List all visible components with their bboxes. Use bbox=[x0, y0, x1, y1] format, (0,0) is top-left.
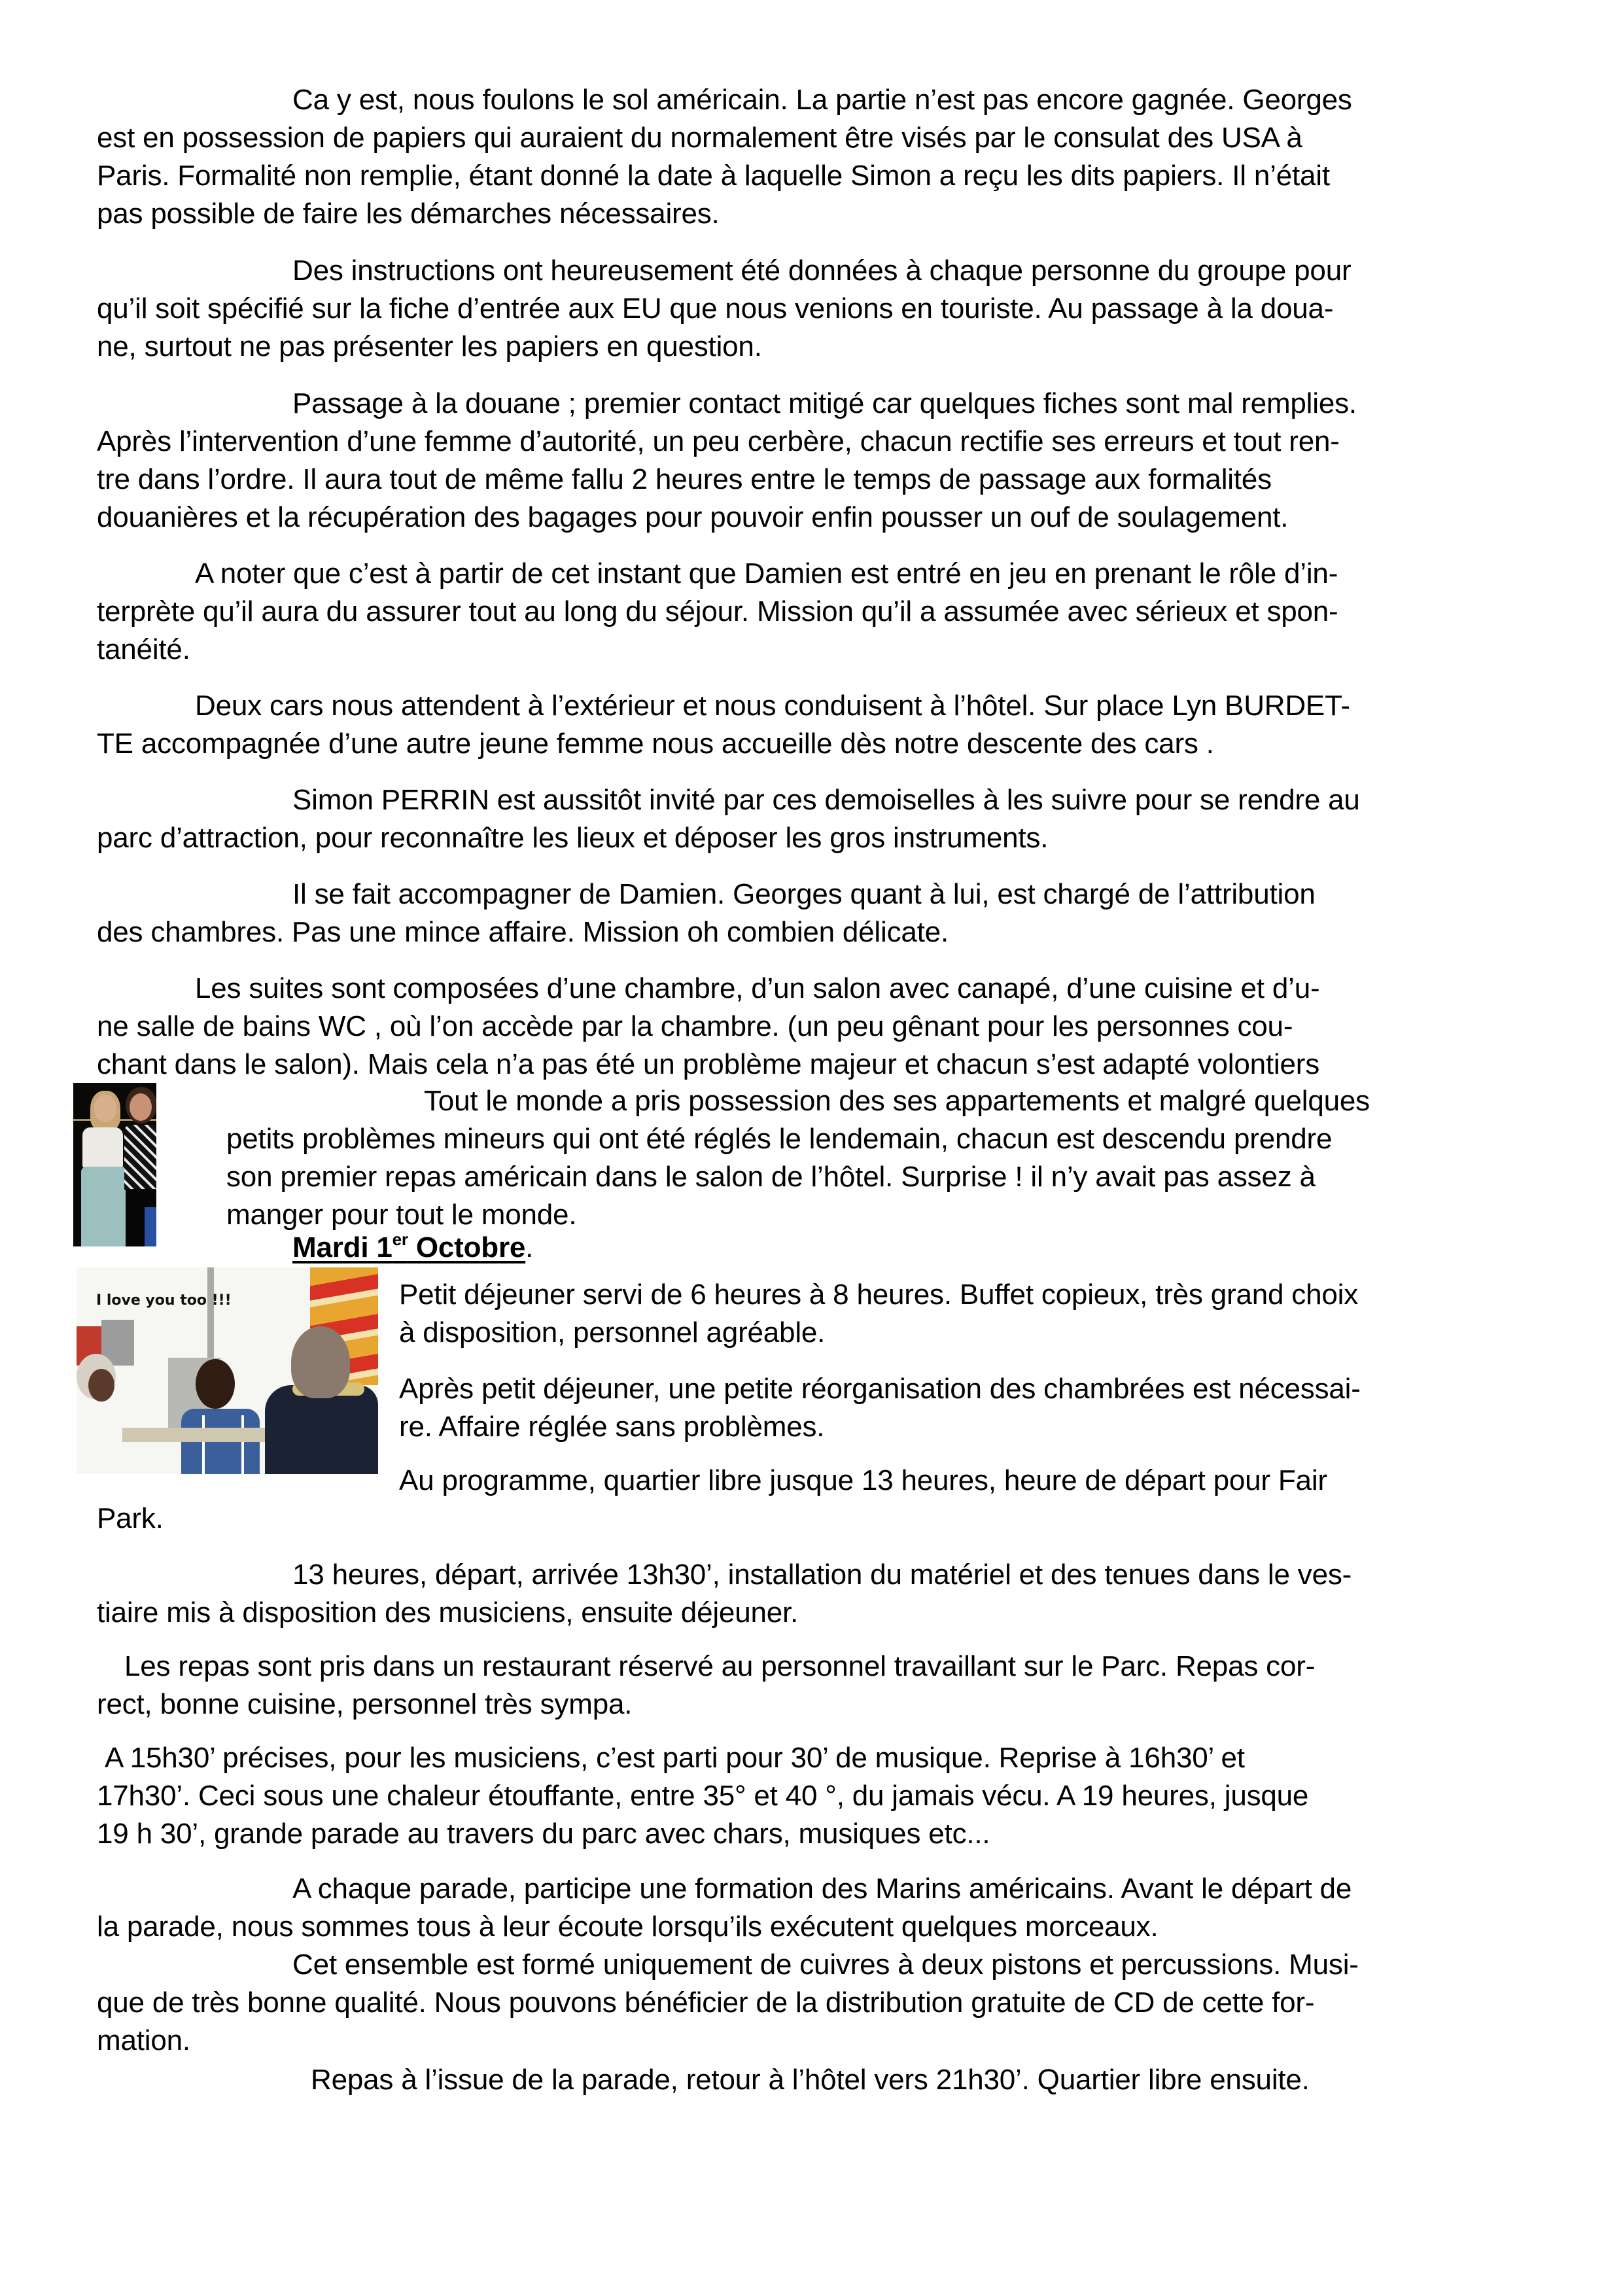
p3-line-3: tre dans l’ordre. Il aura tout de même fallu 2 heures entre le temps de passage aux formalités bbox=[97, 463, 1272, 495]
p17-line-1: Cet ensemble est formé uniquement de cuivres à deux pistons et percussions. Musi- bbox=[292, 1949, 1359, 1981]
p9-line-4: manger pour tout le monde. bbox=[226, 1199, 577, 1231]
p4-line-3: tanéité. bbox=[97, 633, 190, 665]
day-heading-day: Mardi 1 bbox=[292, 1231, 393, 1263]
p13-line-2: tiaire mis à disposition des musiciens, ensuite déjeuner. bbox=[97, 1597, 799, 1629]
p5-line-2: TE accompagnée d’une autre jeune femme nous accueille dès notre descente des cars . bbox=[97, 728, 1214, 760]
photo2-counter bbox=[122, 1428, 286, 1442]
p17-line-3: mation. bbox=[97, 2024, 190, 2057]
p6-line-1: Simon PERRIN est aussitôt invité par ces demoiselles à les suivre pour se rendre au bbox=[292, 784, 1360, 816]
p9-line-3: son premier repas américain dans le salon de l’hôtel. Surprise ! il n’y avait pas assez à bbox=[226, 1161, 1316, 1193]
photo-two-women bbox=[73, 1083, 156, 1246]
photo1-woman1-face bbox=[94, 1095, 116, 1122]
p15-line-1: A 15h30’ précises, pour les musiciens, c’est parti pour 30’ de musique. Reprise à 16h30’ et bbox=[105, 1742, 1245, 1774]
photo2-pipe bbox=[207, 1267, 214, 1366]
p10-line-2: à disposition, personnel agréable. bbox=[399, 1316, 826, 1349]
p15-line-3: 19 h 30’, grande parade au travers du parc avec chars, musiques etc... bbox=[97, 1818, 990, 1850]
day-heading-underlined bbox=[292, 1231, 525, 1263]
p7-line-1: Il se fait accompagner de Damien. Georges quant à lui, est chargé de l’attribution bbox=[292, 878, 1316, 910]
p11-line-2: re. Affaire réglée sans problèmes. bbox=[399, 1411, 825, 1443]
p12-line-2: Park. bbox=[97, 1502, 164, 1534]
p10-line-1: Petit déjeuner servi de 6 heures à 8 heures. Buffet copieux, très grand choix bbox=[399, 1279, 1359, 1311]
p2-line-2: qu’il soit spécifié sur la fiche d’entrée aux EU que nous venions en touriste. Au passage à la doua- bbox=[97, 292, 1334, 325]
p17-line-2: que de très bonne qualité. Nous pouvons bénéficier de la distribution gratuite de CD de cette for- bbox=[97, 1987, 1315, 2019]
photo2-customer-jacket bbox=[265, 1385, 378, 1474]
p4-line-2: terprète qu’il aura du assurer tout au long du séjour. Mission qu’il a assumée avec sérieux et spon- bbox=[97, 595, 1338, 627]
p4-line-1: A noter que c’est à partir de cet instant que Damien est entré en jeu en prenant le rôle d’in- bbox=[195, 557, 1338, 590]
p3-line-1: Passage à la douane ; premier contact mitigé car quelques fiches sont mal remplies. bbox=[292, 387, 1357, 419]
photo1-woman1-skirt bbox=[81, 1167, 127, 1246]
photo1-woman2-face bbox=[130, 1093, 152, 1121]
p6-line-2: parc d’attraction, pour reconnaître les lieux et déposer les gros instruments. bbox=[97, 822, 1049, 854]
photo2-customer-head bbox=[291, 1326, 350, 1398]
p3-line-4: douanières et la récupération des bagages pour pouvoir enfin pousser un ouf de soulagement. bbox=[97, 501, 1289, 533]
day-heading bbox=[292, 1229, 533, 1266]
day-heading-ordinal: er bbox=[392, 1229, 408, 1249]
p1-line-2: est en possession de papiers qui auraient du normalement être visés par le consulat des USA à bbox=[97, 122, 1302, 154]
p18-line-1: Repas à l’issue de la parade, retour à l’hôtel vers 21h30’. Quartier libre ensuite. bbox=[311, 2064, 1310, 2096]
day-heading-month: Octobre bbox=[408, 1231, 526, 1263]
photo-kitchen-counter bbox=[77, 1267, 378, 1474]
p14-line-1: Les repas sont pris dans un restaurant réservé au personnel travaillant sur le Parc. Repas cor- bbox=[124, 1650, 1316, 1682]
photo2-woman-face bbox=[88, 1369, 114, 1402]
photo1-woman2-top bbox=[124, 1125, 156, 1190]
p13-line-1: 13 heures, départ, arrivée 13h30’, installation du matériel et des tenues dans le ves- bbox=[292, 1559, 1352, 1591]
photo2-caption: I love you too !!! bbox=[96, 1292, 232, 1309]
photo1-blue-object bbox=[145, 1207, 156, 1246]
day-heading-period: . bbox=[525, 1231, 534, 1263]
p7-line-2: des chambres. Pas une mince affaire. Mission oh combien délicate. bbox=[97, 916, 949, 948]
p11-line-1: Après petit déjeuner, une petite réorganisation des chambrées est nécessai- bbox=[399, 1373, 1361, 1405]
p8-line-3: chant dans le salon). Mais cela n’a pas été un problème majeur et chacun s’est adapté volontiers bbox=[97, 1048, 1319, 1080]
p16-line-2: la parade, nous sommes tous à leur écoute lorsqu’ils exécutent quelques morceaux. bbox=[97, 1911, 1159, 1943]
p2-line-3: ne, surtout ne pas présenter les papiers en question. bbox=[97, 330, 762, 362]
p1-line-1: Ca y est, nous foulons le sol américain. La partie n’est pas encore gagnée. Georges bbox=[292, 84, 1352, 116]
photo2-cook-head bbox=[196, 1359, 235, 1409]
p1-line-4: pas possible de faire les démarches nécessaires. bbox=[97, 198, 720, 230]
p8-line-2: ne salle de bains WC , où l’on accède par la chambre. (un peu gênant pour les personnes cou- bbox=[97, 1010, 1293, 1042]
p5-line-1: Deux cars nous attendent à l’extérieur et nous conduisent à l’hôtel. Sur place Lyn BURDET- bbox=[195, 690, 1350, 722]
p9-line-1: Tout le monde a pris possession des ses appartements et malgré quelques bbox=[424, 1085, 1370, 1117]
p2-line-1: Des instructions ont heureusement été données à chaque personne du groupe pour bbox=[292, 255, 1352, 287]
p9-line-2: petits problèmes mineurs qui ont été réglés le lendemain, chacun est descendu prendre bbox=[226, 1123, 1333, 1155]
p12-line-1: Au programme, quartier libre jusque 13 heures, heure de départ pour Fair bbox=[399, 1464, 1327, 1496]
p3-line-2: Après l’intervention d’une femme d’autorité, un peu cerbère, chacun rectifie ses erreurs et tout ren- bbox=[97, 425, 1340, 457]
p8-line-1: Les suites sont composées d’une chambre, d’un salon avec canapé, d’une cuisine et d’u- bbox=[195, 972, 1320, 1004]
p1-line-3: Paris. Formalité non remplie, étant donné la date à laquelle Simon a reçu les dits papiers. Il n’était bbox=[97, 160, 1330, 192]
p15-line-2: 17h30’. Ceci sous une chaleur étouffante, entre 35° et 40 °, du jamais vécu. A 19 heures, jusque bbox=[97, 1780, 1309, 1812]
p16-line-1: A chaque parade, participe une formation des Marins américains. Avant le départ de bbox=[292, 1873, 1352, 1905]
photo1-woman1-top bbox=[82, 1127, 123, 1168]
photo2-cook-apron bbox=[202, 1415, 244, 1474]
p14-line-2: rect, bonne cuisine, personnel très sympa. bbox=[97, 1688, 633, 1720]
